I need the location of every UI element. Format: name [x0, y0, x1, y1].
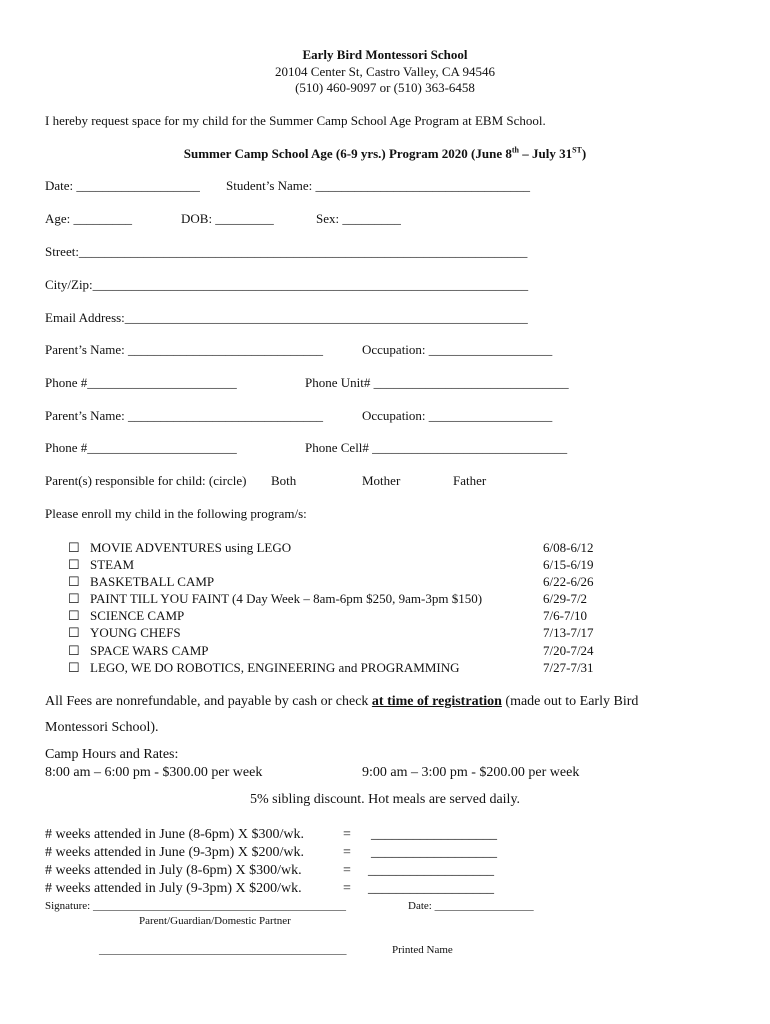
- program-dates: 7/27-7/31: [543, 660, 594, 675]
- parent2-occupation-field[interactable]: Occupation: ___________________: [362, 408, 553, 423]
- checkbox-icon[interactable]: ☐: [68, 608, 80, 623]
- program-name: STEAM: [90, 557, 135, 572]
- program-item[interactable]: [68, 591, 608, 608]
- program-dates: 6/08-6/12: [543, 540, 594, 555]
- program-dates: 6/15-6/19: [543, 557, 594, 572]
- calc-label: # weeks attended in June (8-6pm) X $300/wk.: [45, 827, 304, 842]
- program-item[interactable]: [68, 557, 608, 574]
- fees-pre: All Fees are nonrefundable, and payable by cash or check: [45, 694, 372, 709]
- parent1-name-field[interactable]: Parent’s Name: ______________________________: [45, 342, 324, 357]
- calc-equals: =: [343, 827, 351, 842]
- calc-blank[interactable]: __________________: [368, 881, 494, 896]
- calc-label: # weeks attended in June (9-3pm) X $200/wk.: [45, 845, 304, 860]
- calc-equals: =: [343, 863, 351, 878]
- program-dates: 7/6-7/10: [543, 608, 588, 623]
- student-name-field[interactable]: Student’s Name: _________________________________: [226, 178, 531, 193]
- date-field[interactable]: Date: ___________________: [45, 178, 200, 193]
- phone-unit-field[interactable]: Phone Unit# ______________________________: [305, 375, 569, 390]
- program-dates: 6/29-7/2: [543, 591, 588, 606]
- program-title-sup-end: ST: [572, 145, 582, 155]
- program-name: YOUNG CHEFS: [90, 625, 181, 640]
- signature-caption: Parent/Guardian/Domestic Partner: [139, 915, 291, 927]
- rate-full-day: 8:00 am – 6:00 pm - $300.00 per week: [45, 765, 263, 780]
- phone2-field[interactable]: Phone #_______________________: [45, 440, 237, 455]
- calc-equals: =: [343, 845, 351, 860]
- fees-text-line2: Montessori School).: [45, 720, 159, 735]
- calc-blank[interactable]: __________________: [371, 845, 497, 860]
- fees-text: [45, 694, 638, 710]
- responsible-option-mother[interactable]: Mother: [362, 473, 401, 488]
- city-zip-field[interactable]: City/Zip:___________________________________________________________________: [45, 277, 529, 292]
- program-item[interactable]: [68, 540, 608, 557]
- program-title-mid: – July 31: [519, 146, 573, 161]
- phone-cell-field[interactable]: Phone Cell# ______________________________: [305, 440, 568, 455]
- hours-title: Camp Hours and Rates:: [45, 747, 179, 762]
- signature-field[interactable]: Signature: ______________________________________________: [45, 900, 346, 912]
- program-name: BASKETBALL CAMP: [90, 574, 215, 589]
- calc-equals: =: [343, 881, 351, 896]
- program-item[interactable]: [68, 608, 608, 625]
- printed-name-field[interactable]: _____________________________________________: [99, 944, 347, 956]
- school-address: 20104 Center St, Castro Valley, CA 94546: [275, 64, 495, 79]
- program-name: PAINT TILL YOU FAINT (4 Day Week – 8am-6pm $250, 9am-3pm $150): [90, 591, 483, 606]
- program-name: SPACE WARS CAMP: [90, 643, 209, 658]
- calc-blank[interactable]: __________________: [368, 863, 494, 878]
- program-dates: 6/22-6/26: [543, 574, 594, 589]
- responsible-option-both[interactable]: Both: [271, 473, 297, 488]
- intro-text: I hereby request space for my child for the Summer Camp School Age Program at EBM School.: [45, 113, 546, 128]
- responsible-label: Parent(s) responsible for child: (circle): [45, 473, 247, 488]
- checkbox-icon[interactable]: ☐: [68, 625, 80, 640]
- age-field[interactable]: Age: _________: [45, 211, 133, 226]
- rate-half-day: 9:00 am – 3:00 pm - $200.00 per week: [362, 765, 580, 780]
- program-dates: 7/13-7/17: [543, 625, 594, 640]
- fees-emphasis: at time of registration: [371, 694, 502, 709]
- calc-label: # weeks attended in July (8-6pm) X $300/wk.: [45, 863, 302, 878]
- parent1-occupation-field[interactable]: Occupation: ___________________: [362, 342, 553, 357]
- signature-date-field[interactable]: Date: __________________: [408, 900, 534, 912]
- checkbox-icon[interactable]: ☐: [68, 660, 80, 675]
- program-title: [0, 146, 770, 162]
- responsible-option-father[interactable]: Father: [453, 473, 487, 488]
- program-name: SCIENCE CAMP: [90, 608, 185, 623]
- checkbox-icon[interactable]: ☐: [68, 557, 80, 572]
- email-field[interactable]: Email Address:______________________________________________________________: [45, 310, 528, 325]
- enroll-label: Please enroll my child in the following program/s:: [45, 506, 307, 521]
- checkbox-icon[interactable]: ☐: [68, 643, 80, 658]
- program-title-sup-start: th: [511, 145, 519, 155]
- calc-label: # weeks attended in July (9-3pm) X $200/wk.: [45, 881, 302, 896]
- program-item[interactable]: [68, 574, 608, 591]
- parent2-name-field[interactable]: Parent’s Name: ______________________________: [45, 408, 324, 423]
- program-item[interactable]: [68, 660, 608, 677]
- school-name: Early Bird Montessori School: [302, 47, 468, 62]
- program-name: MOVIE ADVENTURES using LEGO: [90, 540, 292, 555]
- sex-field[interactable]: Sex: _________: [316, 211, 401, 226]
- street-field[interactable]: Street:_____________________________________________________________________: [45, 244, 528, 259]
- checkbox-icon[interactable]: ☐: [68, 574, 80, 589]
- program-name: LEGO, WE DO ROBOTICS, ENGINEERING and PROGRAMMING: [90, 660, 460, 675]
- program-item[interactable]: [68, 643, 608, 660]
- dob-field[interactable]: DOB: _________: [181, 211, 274, 226]
- fees-post: (made out to Early Bird: [501, 694, 639, 709]
- phone1-field[interactable]: Phone #_______________________: [45, 375, 237, 390]
- school-phone: (510) 460-9097 or (510) 363-6458: [295, 80, 475, 95]
- calc-blank[interactable]: __________________: [371, 827, 497, 842]
- printed-name-label: Printed Name: [392, 944, 453, 956]
- program-title-main: Summer Camp School Age (6-9 yrs.) Program 2020 (June 8: [183, 146, 512, 161]
- program-title-end: ): [581, 146, 587, 161]
- checkbox-icon[interactable]: ☐: [68, 591, 80, 606]
- discount-note: 5% sibling discount. Hot meals are served daily.: [249, 792, 521, 807]
- checkbox-icon[interactable]: ☐: [68, 540, 80, 555]
- program-item[interactable]: [68, 625, 608, 642]
- program-dates: 7/20-7/24: [543, 643, 594, 658]
